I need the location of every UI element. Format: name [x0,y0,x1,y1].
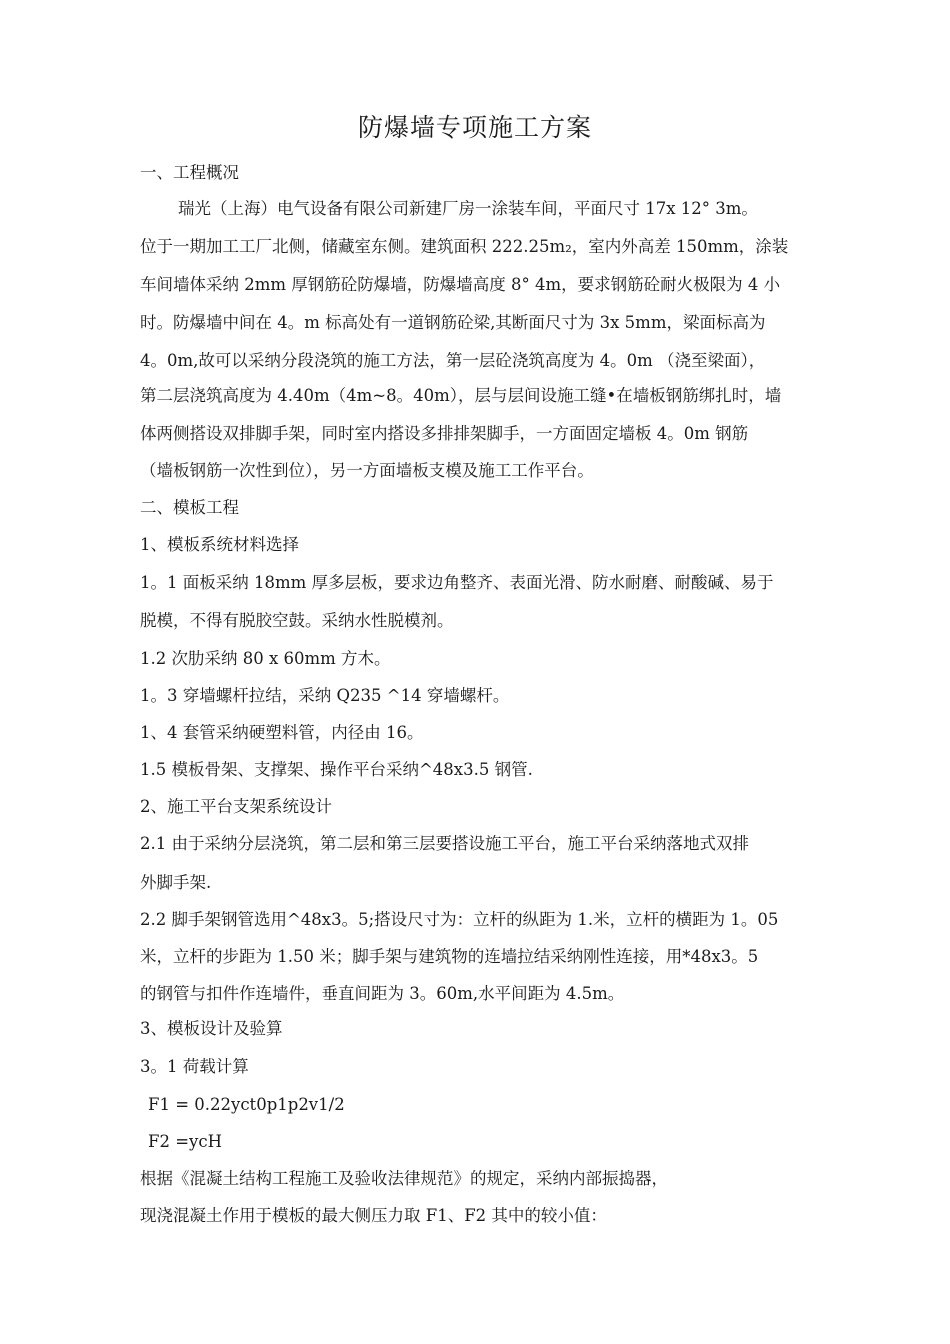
paragraph-line: 车间墙体采纳 2mm 厚钢筋砼防爆墙，防爆墙高度 8° 4m，要求钢筋砼耐火极限为 4 小 [140,275,781,294]
paragraph-line: 瑞光（上海）电气设备有限公司新建厂房一涂装车间，平面尺寸 17x 12° 3m。 [178,199,758,218]
list-item: 1、4 套管采纳硬塑料管，内径由 16。 [140,723,424,742]
paragraph-line: 第二层浇筑高度为 4.40m（4m~8。40m），层与层间设施工缝•在墙板钢筋绑扎时，墙 [140,386,782,405]
paragraph-line: 现浇混凝土作用于模板的最大侧压力取 F1、F2 其中的较小值： [140,1206,607,1225]
paragraph-line: 位于一期加工工厂北侧，储藏室东侧。建筑面积 222.25m₂，室内外高差 150mm，涂装 [140,237,789,256]
paragraph-line: 体两侧搭设双排脚手架，同时室内搭设多排排架脚手，一方面固定墙板 4。0m 钢筋 [140,424,749,443]
list-item: 1。1 面板采纳 18mm 厚多层板，要求边角整齐、表面光滑、防水耐磨、耐酸碱、易于 [140,573,774,592]
list-item: 1.5 模板骨架、支撑架、操作平台采纳^48x3.5 钢管. [140,760,533,779]
list-item: 2.2 脚手架钢管选用^48x3。5;搭设尺寸为：立杆的纵距为 1.米，立杆的横距为 1。05 [140,910,779,929]
section-heading-overview: 一、工程概况 [140,163,239,182]
paragraph-line: （墙板钢筋一次性到位），另一方面墙板支模及施工工作平台。 [140,461,594,480]
list-item: 2.1 由于采纳分层浇筑，第二层和第三层要搭设施工平台，施工平台采纳落地式双排 [140,834,749,853]
list-item-continuation: 的钢管与扣件作连墙件，垂直间距为 3。60m,水平间距为 4.5m。 [140,984,625,1003]
list-item-continuation: 外脚手架. [140,873,212,892]
list-item: 3。1 荷载计算 [140,1057,249,1076]
formula-f1: F1 = 0.22yct0p1p2v1/2 [148,1095,345,1114]
list-item: 1.2 次肋采纳 80 x 60mm 方木。 [140,649,391,668]
paragraph-line: 4。0m,故可以采纳分段浇筑的施工方法，第一层砼浇筑高度为 4。0m （浇至梁面）， [140,351,766,370]
list-item-continuation: 脱模，不得有脱胶空鼓。采纳水性脱模剂。 [140,611,454,630]
section-heading-formwork: 二、模板工程 [140,498,239,517]
paragraph-line: 根据《混凝土结构工程施工及验收法律规范》的规定，采纳内部振捣器， [140,1169,668,1188]
formula-f2: F2 =ycH [148,1132,222,1151]
list-item: 1。3 穿墙螺杆拉结，采纳 Q235 ^14 穿墙螺杆。 [140,686,510,705]
list-item-continuation: 米，立杆的步距为 1.50 米；脚手架与建筑物的连墙拉结采纳刚性连接，用*48x3。5 [140,947,759,966]
document-title: 防爆墙专项施工方案 [357,113,592,142]
subsection-heading: 1、模板系统材料选择 [140,535,299,554]
subsection-heading: 3、模板设计及验算 [140,1019,283,1038]
paragraph-line: 时。防爆墙中间在 4。m 标高处有一道钢筋砼梁,其断面尺寸为 3x 5mm，梁面标高为 [140,313,766,332]
subsection-heading: 2、施工平台支架系统设计 [140,797,332,816]
